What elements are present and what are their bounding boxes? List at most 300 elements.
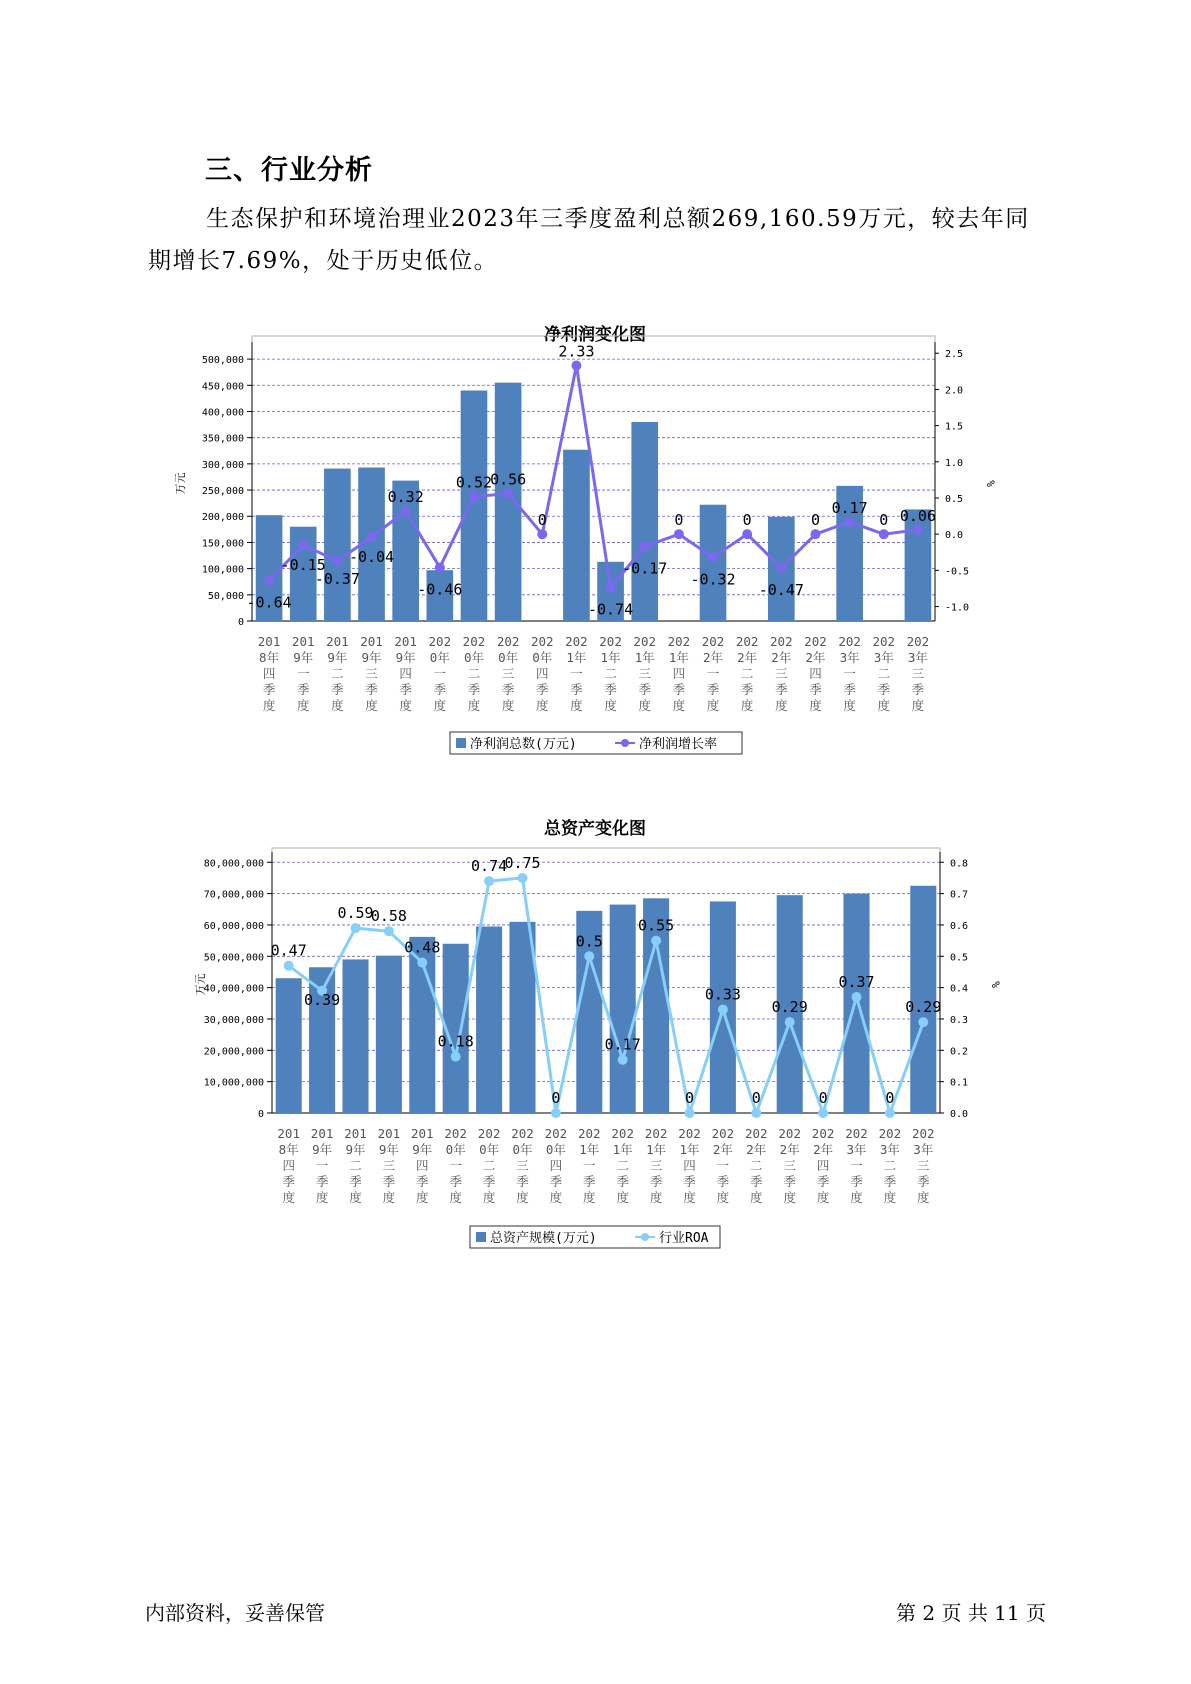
data-label: 0.29: [905, 998, 942, 1017]
x-tick-label: 季: [501, 682, 515, 697]
x-tick-label: 季: [877, 682, 891, 697]
data-label: 0.52: [455, 473, 493, 492]
line-point: [640, 541, 650, 551]
y-tick-label: 60,000,000: [203, 920, 264, 932]
x-tick-label: 202: [906, 634, 930, 649]
bar: [376, 956, 402, 1113]
x-tick-label: 9年: [327, 650, 348, 665]
y2-tick-label: 0.8: [950, 858, 969, 870]
legend-line-marker: [641, 1233, 649, 1241]
x-tick-label: 季: [917, 1174, 930, 1189]
x-tick-label: 1年: [646, 1142, 667, 1157]
x-tick-label: 202: [735, 634, 759, 649]
x-tick-label: 2年: [737, 650, 758, 665]
x-tick-label: 季: [809, 682, 822, 697]
x-tick-label: 9年: [378, 1142, 399, 1157]
x-tick-label: 1年: [668, 650, 689, 665]
bar: [843, 894, 869, 1113]
x-tick-label: 201: [377, 1126, 401, 1141]
x-tick-label: 二: [467, 666, 481, 681]
x-tick-label: 8年: [259, 650, 280, 665]
x-tick-label: 一: [843, 666, 856, 681]
x-tick-label: 季: [843, 682, 856, 697]
x-tick-label: 季: [399, 682, 412, 697]
x-tick-label: 202: [667, 634, 691, 649]
x-tick-label: 四: [282, 1158, 295, 1173]
x-tick-label: 季: [315, 1174, 329, 1189]
data-label: 0.5: [575, 932, 603, 951]
x-tick-label: 度: [416, 1190, 429, 1205]
x-tick-label: 9年: [412, 1142, 433, 1157]
line-point: [776, 563, 786, 573]
x-tick-label: 一: [315, 1158, 329, 1173]
x-tick-label: 季: [583, 1174, 596, 1189]
x-tick-label: 季: [467, 682, 481, 697]
chart-title: 净利润变化图: [544, 325, 646, 345]
data-label: 0: [818, 1089, 828, 1107]
x-tick-label: 度: [349, 1190, 362, 1205]
x-tick-label: 季: [382, 1174, 396, 1189]
y-tick-label: 20,000,000: [203, 1046, 264, 1058]
x-tick-label: 三: [382, 1158, 396, 1173]
x-tick-label: 度: [433, 698, 447, 713]
data-label: 0: [674, 511, 684, 530]
line-point: [503, 489, 513, 499]
y2-tick-label: 0.1: [950, 1077, 969, 1089]
x-tick-label: 1年: [600, 650, 621, 665]
x-tick-label: 201: [360, 634, 383, 649]
x-tick-label: 二: [604, 666, 617, 681]
x-tick-label: 度: [399, 698, 412, 713]
line-point: [469, 492, 479, 502]
data-label: 0: [810, 511, 820, 530]
line-point: [674, 529, 684, 539]
x-tick-label: 度: [482, 1190, 496, 1205]
x-tick-label: 度: [516, 1190, 529, 1205]
x-tick-label: 四: [536, 666, 549, 681]
x-tick-label: 二: [349, 1158, 362, 1173]
x-tick-label: 202: [811, 1126, 835, 1141]
x-tick-label: 度: [816, 1190, 830, 1205]
data-label: 0: [885, 1089, 895, 1107]
x-tick-label: 度: [683, 1190, 696, 1205]
y-tick-label: 100,000: [201, 564, 244, 576]
y2-tick-label: 0.6: [950, 920, 969, 932]
x-tick-label: 度: [740, 698, 754, 713]
x-tick-label: 一: [716, 1158, 730, 1173]
x-tick-label: 2年: [746, 1142, 767, 1157]
x-tick-label: 202: [678, 1126, 701, 1141]
data-label: -0.74: [587, 600, 634, 619]
x-tick-label: 202: [912, 1126, 935, 1141]
y-tick-label: 400,000: [201, 407, 244, 419]
x-tick-label: 一: [706, 666, 720, 681]
line-point: [351, 923, 361, 933]
y2-tick-label: 2.0: [945, 385, 964, 397]
x-tick-label: 202: [838, 634, 861, 649]
total-assets-chart: [0, 812, 1191, 1267]
bar: [276, 978, 302, 1113]
line-point: [885, 1108, 895, 1118]
data-label: 0: [751, 1089, 761, 1107]
line-point: [852, 992, 862, 1002]
x-tick-label: 9年: [293, 650, 314, 665]
x-tick-label: 度: [750, 1190, 763, 1205]
x-tick-label: 201: [411, 1126, 434, 1141]
x-tick-label: 季: [349, 1174, 362, 1189]
data-label: 2.33: [558, 342, 595, 361]
x-tick-label: 9年: [395, 650, 416, 665]
y-tick-label: 300,000: [201, 459, 244, 471]
x-tick-label: 二: [883, 1158, 897, 1173]
bar: [700, 505, 727, 621]
line-point: [571, 361, 581, 371]
data-label: 0.58: [370, 907, 407, 926]
data-label: 0: [742, 511, 752, 530]
x-tick-label: 度: [382, 1190, 396, 1205]
data-label: 0.37: [838, 973, 875, 992]
x-tick-label: 季: [549, 1174, 563, 1189]
x-tick-label: 201: [394, 634, 417, 649]
y2-axis-label: %: [984, 480, 997, 487]
y-tick-label: 350,000: [201, 433, 244, 445]
x-tick-label: 度: [604, 698, 617, 713]
x-tick-label: 度: [570, 698, 583, 713]
x-tick-label: 一: [570, 666, 583, 681]
x-tick-label: 1年: [679, 1142, 700, 1157]
x-tick-label: 202: [477, 1126, 501, 1141]
data-label: 0.56: [490, 470, 527, 489]
x-tick-label: 201: [257, 634, 281, 649]
x-tick-label: 2年: [712, 1142, 733, 1157]
x-tick-label: 度: [331, 698, 344, 713]
x-tick-label: 四: [816, 1158, 830, 1173]
x-tick-label: 二: [740, 666, 754, 681]
y2-tick-label: 1.5: [945, 421, 964, 433]
x-tick-label: 0年: [429, 650, 450, 665]
data-label: 0.17: [604, 1035, 641, 1054]
line-point: [537, 529, 547, 539]
y2-axis-label: %: [989, 981, 1002, 988]
x-tick-label: 202: [496, 634, 520, 649]
x-tick-label: 四: [549, 1158, 563, 1173]
x-tick-label: 三: [649, 1158, 663, 1173]
line-point: [551, 1108, 561, 1118]
x-tick-label: 201: [291, 634, 315, 649]
x-tick-label: 度: [672, 698, 686, 713]
y2-tick-label: 0.0: [950, 1109, 969, 1120]
line-point: [879, 529, 889, 539]
x-tick-label: 202: [711, 1126, 735, 1141]
x-tick-label: 度: [911, 698, 925, 713]
net-profit-chart: [0, 318, 1191, 773]
x-tick-label: 季: [783, 1174, 796, 1189]
x-tick-label: 0年: [498, 650, 519, 665]
x-tick-label: 季: [282, 1174, 295, 1189]
x-tick-label: 季: [716, 1174, 730, 1189]
x-tick-label: 季: [740, 682, 754, 697]
x-tick-label: 202: [511, 1126, 534, 1141]
x-tick-label: 8年: [278, 1142, 299, 1157]
bar: [476, 927, 502, 1113]
line-point: [584, 951, 594, 961]
x-tick-label: 度: [282, 1190, 295, 1205]
x-tick-label: 二: [750, 1158, 763, 1173]
x-tick-label: 一: [296, 666, 310, 681]
section-heading: 三、行业分析: [205, 155, 373, 186]
data-label: 0: [879, 511, 889, 530]
line-point: [818, 1108, 828, 1118]
x-tick-label: 3年: [913, 1142, 934, 1157]
line-point: [785, 1017, 795, 1027]
legend-bar-swatch: [456, 738, 466, 748]
x-tick-label: 3年: [873, 650, 894, 665]
data-label: -0.17: [622, 559, 668, 578]
line-point: [401, 506, 411, 516]
x-tick-label: 度: [706, 698, 720, 713]
line-point: [708, 552, 718, 562]
x-tick-label: 1年: [612, 1142, 633, 1157]
x-tick-label: 度: [536, 698, 549, 713]
x-tick-label: 季: [616, 1174, 629, 1189]
x-tick-label: 季: [638, 682, 651, 697]
x-tick-label: 季: [706, 682, 720, 697]
chart-title: 总资产变化图: [544, 819, 646, 839]
x-tick-label: 度: [877, 698, 891, 713]
y-tick-label: 250,000: [201, 486, 244, 498]
x-tick-label: 201: [326, 634, 349, 649]
x-tick-label: 度: [917, 1190, 930, 1205]
x-tick-label: 201: [277, 1126, 300, 1141]
x-tick-label: 三: [783, 1158, 796, 1173]
data-label: 0: [551, 1089, 561, 1107]
data-label: 0.39: [304, 990, 341, 1009]
x-tick-label: 度: [775, 698, 788, 713]
footer-page-number: 第 2 页 共 11 页: [896, 1601, 1046, 1625]
x-tick-label: 一: [850, 1158, 863, 1173]
y-tick-label: 70,000,000: [203, 889, 264, 901]
x-tick-label: 202: [565, 634, 588, 649]
x-tick-label: 度: [262, 698, 276, 713]
y-axis-label: 万元: [194, 973, 207, 996]
line-point: [367, 532, 377, 542]
line-point: [332, 556, 342, 566]
line-point: [685, 1108, 695, 1118]
x-tick-label: 四: [399, 666, 412, 681]
x-tick-label: 三: [365, 666, 378, 681]
data-label: -0.46: [417, 580, 463, 599]
x-tick-label: 9年: [361, 650, 382, 665]
x-tick-label: 2年: [805, 650, 826, 665]
x-tick-label: 1年: [566, 650, 587, 665]
x-tick-label: 季: [816, 1174, 830, 1189]
x-tick-label: 四: [262, 666, 276, 681]
x-tick-label: 季: [775, 682, 788, 697]
x-tick-label: 一: [449, 1158, 462, 1173]
x-tick-label: 度: [449, 1190, 462, 1205]
x-tick-label: 1年: [579, 1142, 600, 1157]
line-point: [451, 1052, 461, 1062]
line-point: [651, 936, 661, 946]
x-tick-label: 9年: [345, 1142, 366, 1157]
x-tick-label: 季: [482, 1174, 496, 1189]
x-tick-label: 三: [501, 666, 515, 681]
x-tick-label: 202: [778, 1126, 801, 1141]
bar: [461, 391, 488, 621]
x-tick-label: 三: [917, 1158, 930, 1173]
x-tick-label: 三: [516, 1158, 529, 1173]
data-label: -0.04: [348, 548, 395, 567]
x-tick-label: 度: [883, 1190, 897, 1205]
x-tick-label: 202: [611, 1126, 634, 1141]
x-tick-label: 202: [444, 1126, 467, 1141]
x-tick-label: 202: [633, 634, 657, 649]
data-label: 0.18: [437, 1032, 474, 1051]
data-label: 0.32: [387, 488, 424, 506]
data-label: 0.59: [337, 904, 374, 923]
y2-tick-label: -0.5: [945, 566, 970, 578]
x-tick-label: 季: [262, 682, 276, 697]
summary-paragraph: 生态保护和环境治理业2023年三季度盈利总额269,160.59万元，较去年同期增长7.69%，处于历史低位。: [148, 206, 1030, 274]
x-tick-label: 3年: [879, 1142, 900, 1157]
y2-tick-label: 0.0: [945, 530, 964, 542]
y-tick-label: 0: [257, 1109, 264, 1120]
x-tick-label: 202: [428, 634, 452, 649]
x-tick-label: 季: [296, 682, 310, 697]
x-tick-label: 度: [716, 1190, 730, 1205]
line-point: [298, 540, 308, 550]
line-point: [284, 961, 294, 971]
x-tick-label: 度: [549, 1190, 563, 1205]
line-point: [518, 873, 528, 883]
x-tick-label: 3年: [907, 650, 928, 665]
x-tick-label: 一: [433, 666, 447, 681]
x-tick-label: 三: [638, 666, 651, 681]
x-tick-label: 202: [745, 1126, 768, 1141]
x-tick-label: 季: [365, 682, 378, 697]
x-tick-label: 202: [872, 634, 896, 649]
legend-bar-label: 净利润总数(万元): [470, 737, 577, 752]
footer-confidential: 内部资料，妥善保管: [145, 1601, 325, 1625]
x-tick-label: 202: [804, 634, 827, 649]
y2-tick-label: 2.5: [945, 349, 964, 361]
y2-tick-label: 0.4: [950, 983, 969, 995]
x-tick-label: 0年: [512, 1142, 533, 1157]
bar: [324, 469, 351, 621]
x-tick-label: 二: [331, 666, 344, 681]
x-tick-label: 一: [583, 1158, 596, 1173]
x-tick-label: 2年: [813, 1142, 834, 1157]
line-point: [618, 1055, 628, 1065]
y-axis-label: 万元: [174, 472, 187, 495]
data-label: -0.32: [690, 570, 736, 589]
y2-tick-label: 0.2: [950, 1046, 969, 1058]
legend-line-label: 净利润增长率: [639, 737, 718, 752]
data-label: -0.15: [280, 556, 326, 575]
x-tick-label: 度: [638, 698, 651, 713]
data-label: 0.75: [504, 853, 541, 872]
x-tick-label: 季: [604, 682, 617, 697]
x-tick-label: 9年: [312, 1142, 333, 1157]
y2-tick-label: 1.0: [945, 457, 964, 469]
data-label: 0.33: [704, 985, 741, 1004]
x-tick-label: 2年: [771, 650, 792, 665]
x-tick-label: 季: [911, 682, 925, 697]
data-label: -0.47: [758, 581, 804, 600]
x-tick-label: 0年: [479, 1142, 500, 1157]
y-tick-label: 200,000: [201, 512, 244, 524]
x-tick-label: 季: [433, 682, 447, 697]
x-tick-label: 202: [578, 1126, 601, 1141]
data-label: 0.55: [638, 916, 675, 935]
x-tick-label: 季: [883, 1174, 897, 1189]
x-tick-label: 0年: [545, 1142, 566, 1157]
x-tick-label: 四: [683, 1158, 696, 1173]
x-tick-label: 度: [843, 698, 856, 713]
y-tick-label: 80,000,000: [203, 858, 264, 870]
bar: [495, 383, 522, 621]
data-label: 0: [684, 1089, 695, 1107]
x-tick-label: 3年: [846, 1142, 867, 1157]
x-tick-label: 三: [775, 666, 788, 681]
y-tick-label: 150,000: [201, 538, 244, 550]
y2-tick-label: 0.5: [945, 493, 964, 505]
x-tick-label: 二: [616, 1158, 629, 1173]
x-tick-label: 季: [331, 682, 344, 697]
line-point: [417, 958, 427, 968]
line-point: [751, 1108, 761, 1118]
y-tick-label: 50,000: [207, 590, 244, 602]
y-tick-label: 450,000: [201, 381, 244, 393]
line-point: [810, 529, 820, 539]
legend-line-marker: [621, 739, 629, 747]
y2-tick-label: 0.5: [950, 952, 969, 964]
x-tick-label: 季: [536, 682, 549, 697]
y-tick-label: 10,000,000: [203, 1077, 264, 1089]
x-tick-label: 3年: [839, 650, 860, 665]
y-tick-label: 50,000,000: [203, 952, 264, 964]
line-point: [606, 583, 616, 593]
x-tick-label: 202: [845, 1126, 868, 1141]
x-tick-label: 201: [310, 1126, 334, 1141]
y-tick-label: 40,000,000: [203, 983, 264, 995]
line-point: [264, 575, 274, 585]
total-assets-chart-svg: [0, 812, 1191, 1267]
bar: [610, 905, 636, 1113]
bar: [342, 959, 368, 1113]
x-tick-label: 201: [344, 1126, 367, 1141]
x-tick-label: 季: [416, 1174, 429, 1189]
x-tick-label: 2年: [779, 1142, 800, 1157]
x-tick-label: 度: [783, 1190, 796, 1205]
x-tick-label: 202: [544, 1126, 568, 1141]
line-point: [913, 525, 923, 535]
x-tick-label: 度: [296, 698, 310, 713]
y2-tick-label: 0.3: [950, 1014, 969, 1026]
data-label: 0.48: [404, 938, 441, 957]
y2-tick-label: 0.7: [950, 889, 969, 901]
x-tick-label: 季: [516, 1174, 529, 1189]
x-tick-label: 季: [683, 1174, 696, 1189]
x-tick-label: 202: [644, 1126, 668, 1141]
data-label: 0.74: [471, 857, 508, 876]
line-point: [435, 562, 445, 572]
x-tick-label: 四: [809, 666, 822, 681]
x-tick-label: 202: [462, 634, 486, 649]
x-tick-label: 度: [616, 1190, 629, 1205]
x-tick-label: 度: [501, 698, 515, 713]
line-point: [742, 529, 752, 539]
